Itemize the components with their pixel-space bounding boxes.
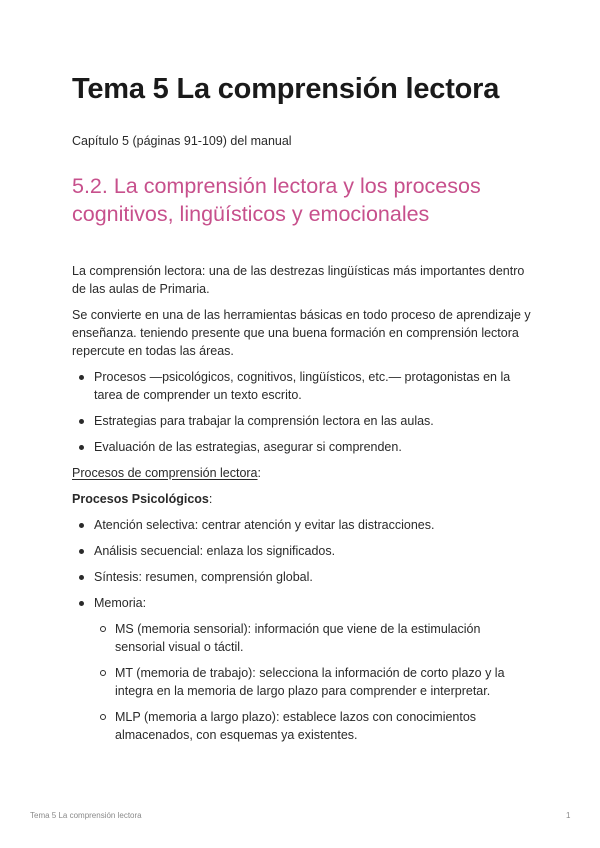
list-item-memory xyxy=(72,594,532,744)
sublist-item: MS (memoria sensorial): información que viene de la estimulación sensorial visual o táctil. xyxy=(94,620,532,656)
memory-sublist xyxy=(94,620,532,744)
list-item: Procesos —psicológicos, cognitivos, lingüísticos, etc.— protagonistas en la tarea de comprender un texto escrito. xyxy=(72,368,532,404)
footer-page-number: 1 xyxy=(566,811,571,820)
list-item: Atención selectiva: centrar atención y evitar las distracciones. xyxy=(72,516,532,534)
processes-label: Procesos de comprensión lectora xyxy=(72,466,258,480)
memory-label: Memoria: xyxy=(94,596,147,610)
psych-list xyxy=(72,516,532,744)
psych-heading: Procesos Psicológicos xyxy=(72,492,209,506)
footer-title: Tema 5 La comprensión lectora xyxy=(30,811,142,820)
paragraph: La comprensión lectora: una de las destrezas lingüísticas más importantes dentro de las aulas de Primaria. xyxy=(72,264,525,296)
processes-colon: : xyxy=(257,466,261,480)
document-body xyxy=(72,262,532,752)
sublist-item: MLP (memoria a largo plazo): establece lazos con conocimientos almacenados, con esquemas ya existentes. xyxy=(94,708,532,744)
paragraph: Se convierte en una de las herramientas básicas en todo proceso de aprendizaje y enseñanza. teniendo presente que una buena formación en comprensión lectora repercute en todas las áreas. xyxy=(72,308,531,358)
topic-list xyxy=(72,368,532,456)
sublist-item: MT (memoria de trabajo): selecciona la información de corto plazo y la integra en la memoria de largo plazo para comprender e interpretar. xyxy=(94,664,532,700)
section-heading: 5.2. La comprensión lectora y los procesos cognitivos, lingüísticos y emocionales xyxy=(72,174,481,226)
psych-heading-line xyxy=(72,490,532,508)
list-item: Síntesis: resumen, comprensión global. xyxy=(72,568,532,586)
list-item: Análisis secuencial: enlaza los significados. xyxy=(72,542,532,560)
list-item: Estrategias para trabajar la comprensión lectora en las aulas. xyxy=(72,412,532,430)
chapter-subtitle: Capítulo 5 (páginas 91-109) del manual xyxy=(72,134,292,148)
page-title: Tema 5 La comprensión lectora xyxy=(72,73,500,105)
psych-colon: : xyxy=(208,492,213,506)
list-item: Evaluación de las estrategias, asegurar si comprenden. xyxy=(72,438,532,456)
processes-label-line xyxy=(72,464,532,482)
